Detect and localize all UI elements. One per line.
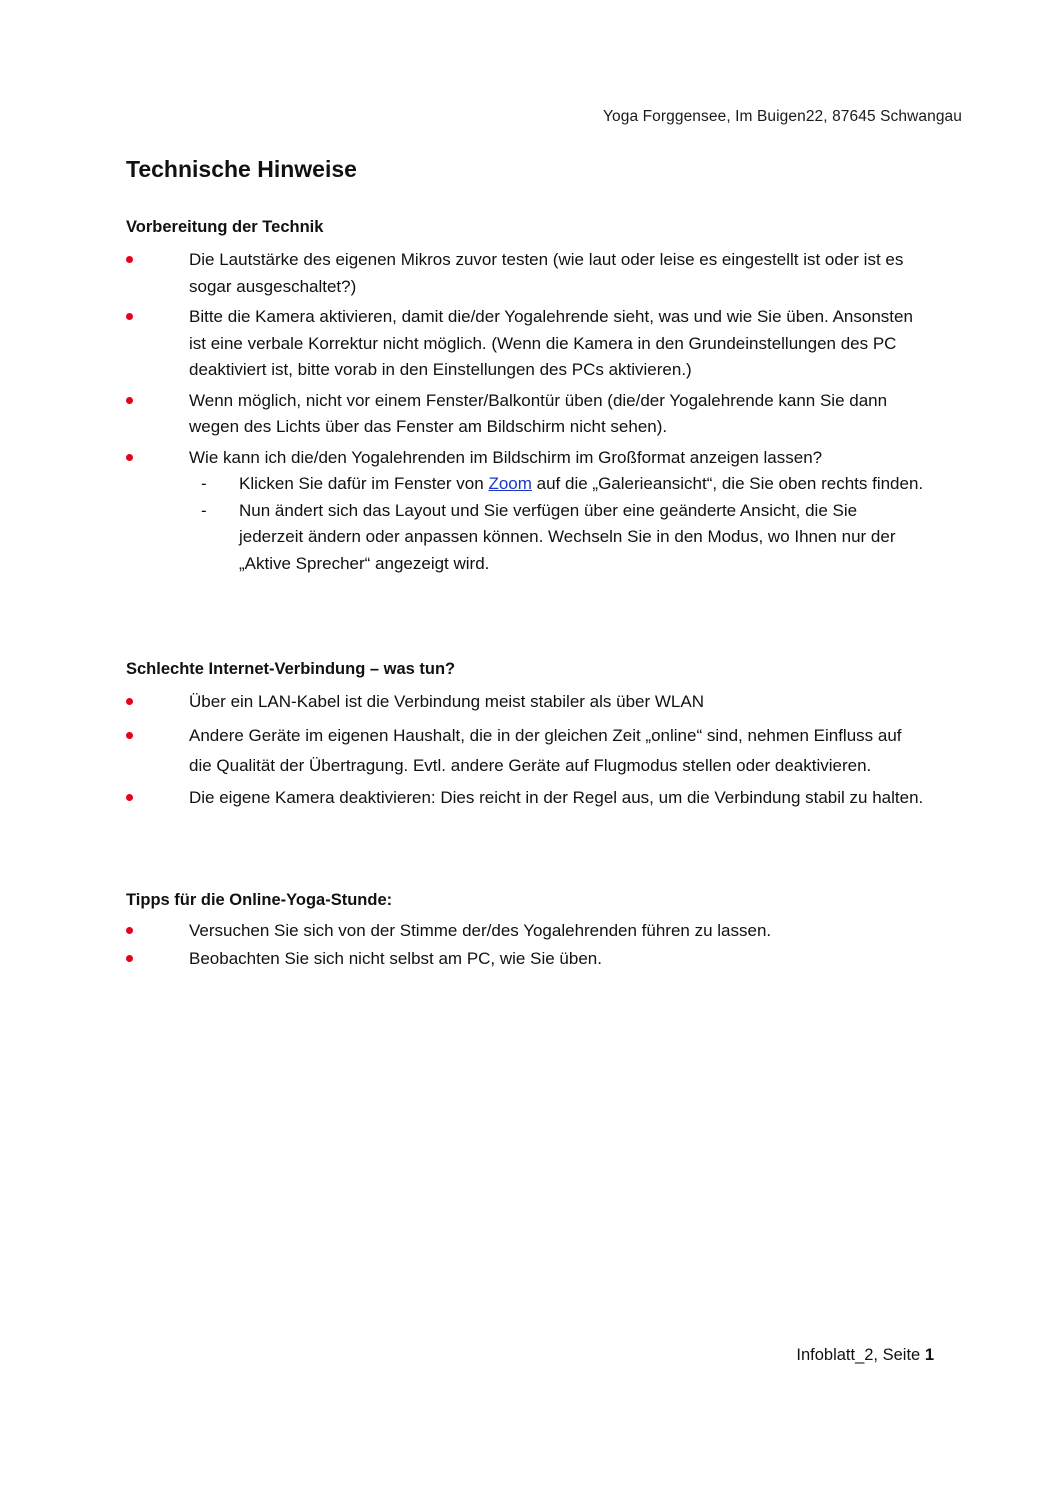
footer-page-number: 1 [924, 1346, 934, 1364]
bullet-list-technik [126, 247, 926, 577]
list-item [126, 783, 926, 813]
list-item-text: Die eigene Kamera deaktivieren: Dies reicht in der Regel aus, um die Verbindung stabil zu halten. [189, 787, 924, 807]
sub-list-item [189, 498, 926, 578]
sub-list-item [189, 471, 926, 498]
bullet-list-tipps [126, 917, 926, 973]
sub-item-text: Nun ändert sich das Layout und Sie verfügen über eine geänderte Ansicht, die Sie jederzeit ändern oder anpassen können. Wechseln Sie in den Modus, wo Ihnen nur der „Aktive Sprecher“ angezeigt wird. [239, 500, 896, 573]
section-heading-technik: Vorbereitung der Technik [126, 218, 324, 236]
bullet-dot-icon [126, 397, 133, 404]
section-heading-internet: Schlechte Internet-Verbindung – was tun? [126, 660, 456, 678]
list-item [126, 945, 926, 973]
list-item-text: Beobachten Sie sich nicht selbst am PC, wie Sie üben. [189, 949, 602, 968]
list-item [126, 247, 926, 300]
footer-page-label [796, 1346, 934, 1365]
bullet-dot-icon [126, 927, 133, 934]
header-address: Yoga Forggensee, Im Buigen22, 87645 Schwangau [603, 108, 962, 125]
list-item-text: Über ein LAN-Kabel ist die Verbindung meist stabiler als über WLAN [189, 692, 704, 711]
list-item-text: Versuchen Sie sich von der Stimme der/des Yogalehrenden führen zu lassen. [189, 921, 772, 940]
sub-list [189, 471, 926, 577]
bullet-dot-icon [126, 256, 133, 263]
list-item [126, 721, 926, 781]
list-item-text: Bitte die Kamera aktivieren, damit die/der Yogalehrende sieht, was und wie Sie üben. Ansonsten ist eine verbale Korrektur nicht möglich. (Wenn die Kamera in den Grundeinstellungen des PC deaktiviert ist, bitte vorab in den Einstellungen des PCs aktivieren.) [189, 307, 913, 379]
bullet-dot-icon [126, 698, 133, 705]
dash-marker: - [201, 474, 207, 493]
bullet-dot-icon [126, 732, 133, 739]
bullet-dot-icon [126, 794, 133, 801]
sub-item-text-after: auf die „Galerieansicht“, die Sie oben rechts finden. [531, 474, 924, 493]
list-item-text: Andere Geräte im eigenen Haushalt, die in der gleichen Zeit „online“ sind, nehmen Einfluss auf die Qualität der Übertragung. Evtl. andere Geräte auf Flugmodus stellen oder deaktivieren. [189, 725, 902, 775]
list-item-text: Wenn möglich, nicht vor einem Fenster/Balkontür üben (die/der Yogalehrende kann Sie dann wegen des Lichts über das Fenster am Bildschirm nicht sehen). [189, 390, 888, 436]
bullet-list-internet [126, 689, 926, 813]
list-item [126, 689, 926, 716]
page-title: Technische Hinweise [126, 156, 357, 182]
list-item [126, 917, 926, 945]
bullet-dot-icon [126, 313, 133, 320]
list-item [126, 445, 926, 578]
list-item-text: Wie kann ich die/den Yogalehrenden im Bildschirm im Großformat anzeigen lassen? [189, 447, 823, 467]
dash-marker: - [201, 500, 207, 520]
bullet-dot-icon [126, 454, 133, 461]
list-item-text: Die Lautstärke des eigenen Mikros zuvor testen (wie laut oder leise es eingestellt ist oder ist es sogar ausgeschaltet?) [189, 250, 904, 296]
footer-label: Infoblatt_2, Seite [796, 1346, 925, 1364]
section-heading-tipps: Tipps für die Online-Yoga-Stunde: [126, 891, 393, 909]
list-item [126, 388, 926, 441]
zoom-link[interactable]: Zoom [488, 474, 532, 493]
list-item [126, 304, 926, 384]
sub-item-text-before: Klicken Sie dafür im Fenster von [239, 474, 489, 493]
bullet-dot-icon [126, 955, 133, 962]
